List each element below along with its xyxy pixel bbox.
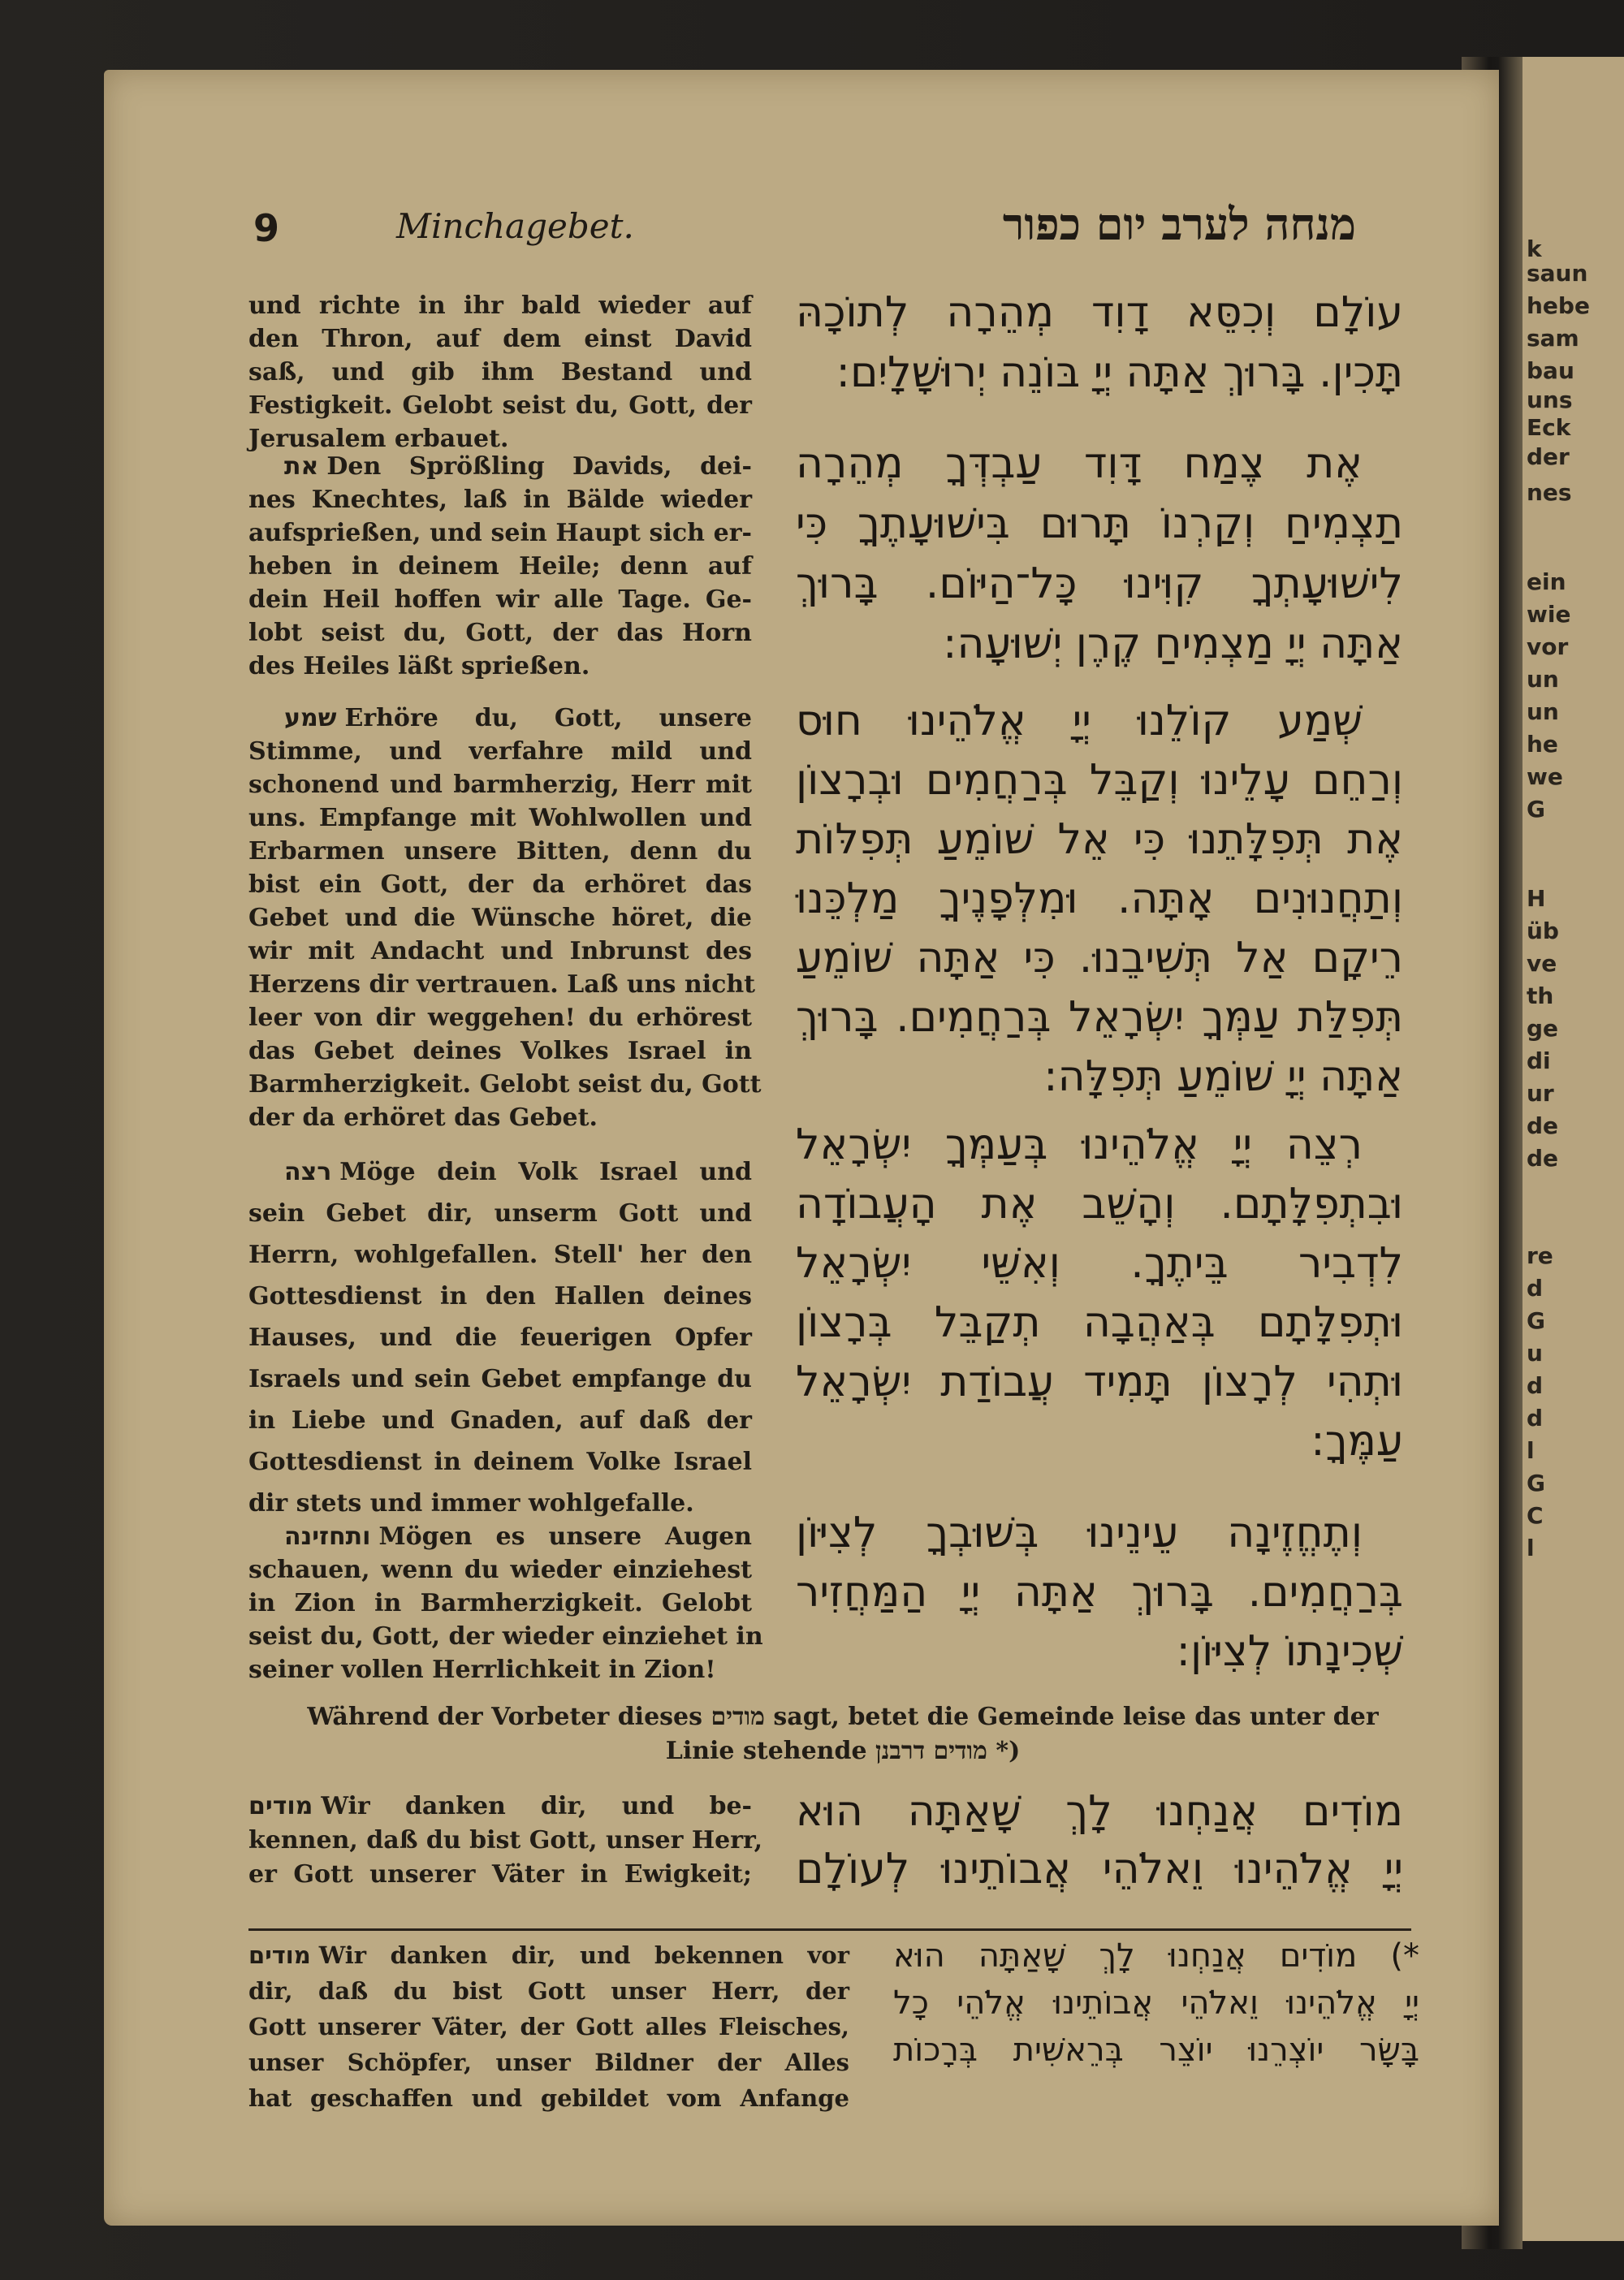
footnote-german-line-5: hat geschaffen und gebildet vom Anfange bbox=[248, 2084, 849, 2112]
german-line: in Liebe und Gnaden, auf daß der bbox=[248, 1406, 752, 1435]
german-line: Gottesdienst in den Hallen deines bbox=[248, 1282, 752, 1311]
facing-page-text-fragment: C bbox=[1527, 1502, 1544, 1529]
facing-page-text-fragment: G bbox=[1527, 796, 1545, 823]
hebrew-paragraph-4 bbox=[796, 1116, 1403, 1471]
hebrew-line: אֶת צֶמַח דָּוִד עַבְדְּךָ מְהֵרָה bbox=[796, 439, 1363, 488]
footnote-hebrew-line-1: *) מוֹדִים אֲנַחְנוּ לָךְ שָׁאַתָּה הוּא bbox=[893, 1937, 1419, 1975]
hebrew-incipit-marker: רצה bbox=[284, 1158, 332, 1186]
hebrew-line: בְּרַחֲמִים. בָּרוּךְ אַתָּה יְיָ הַמַּחֲזִיר bbox=[796, 1568, 1403, 1617]
hebrew-incipit-marker: שמע bbox=[284, 704, 337, 732]
german-paragraph-2 bbox=[248, 450, 752, 683]
german-line: Stimme, und verfahre mild und bbox=[248, 737, 752, 766]
footnote-german-line-4: unser Schöpfer, unser Bildner der Alles bbox=[248, 2049, 849, 2076]
german-line: Herzens dir vertrauen. Laß uns nicht bbox=[248, 970, 756, 999]
modim-german-line-2: kennen, daß du bist Gott, unser Herr, bbox=[248, 1826, 763, 1855]
hebrew-line: וְתַחֲנוּנִים אָתָּה. וּמִלְּפָנֶיךָ מַלְכֵּנוּ bbox=[796, 874, 1403, 923]
german-line: seiner vollen Herrlichkeit in Zion! bbox=[248, 1656, 716, 1684]
facing-page-text-fragment: d bbox=[1527, 1275, 1544, 1302]
facing-page-text-fragment: d bbox=[1527, 1372, 1544, 1399]
german-paragraph-1 bbox=[248, 289, 752, 456]
hebrew-line: שְׁכִינָתוֹ לְצִיּוֹן: bbox=[1176, 1627, 1403, 1676]
german-line: nes Knechtes, laß in Bälde wieder bbox=[248, 486, 752, 514]
facing-page-text-fragment: un bbox=[1527, 698, 1559, 725]
footnote-hebrew-line-2: יְיָ אֱלֹהֵינוּ וֵאלֹהֵי אֲבוֹתֵינוּ אֱלֹהֵי כָל bbox=[893, 1984, 1419, 2022]
german-line: dein Heil hoffen wir alle Tage. Ge- bbox=[248, 585, 752, 614]
hebrew-line: תַצְמִיחַ וְקַרְנוֹ תָּרוּם בִּישׁוּעָתֶךָ כִּי bbox=[796, 499, 1403, 548]
facing-page-text-fragment: un bbox=[1527, 666, 1559, 693]
facing-page-text-fragment: wie bbox=[1527, 601, 1571, 628]
facing-page-text-fragment: der bbox=[1527, 443, 1570, 470]
facing-page-text-fragment: üb bbox=[1527, 918, 1559, 944]
facing-page-text-fragment: u bbox=[1527, 1340, 1543, 1367]
facing-page-text-fragment: he bbox=[1527, 731, 1558, 758]
footnote-divider bbox=[248, 1928, 1411, 1931]
german-line: in Zion in Barmherzigkeit. Gelobt bbox=[248, 1589, 752, 1617]
hebrew-line: תְּפִלַּת עַמְּךָ יִשְׂרָאֵל בְּרַחֲמִים. בָּרוּךְ bbox=[796, 993, 1403, 1042]
hebrew-line: לִישׁוּעָתְךָ קִוִּינוּ כָּל־הַיּוֹם. בָּרוּךְ bbox=[796, 559, 1403, 608]
german-line: heben in deinem Heile; denn auf bbox=[248, 552, 752, 581]
german-line: sein Gebet dir, unserm Gott und bbox=[248, 1199, 752, 1228]
hebrew-paragraph-5 bbox=[796, 1504, 1403, 1682]
facing-page-text-fragment: G bbox=[1527, 1470, 1545, 1496]
hebrew-line: תָּכִין. בָּרוּךְ אַתָּה יְיָ בּוֹנֵה יְרוּשָׁלָיִם: bbox=[836, 348, 1403, 397]
german-line: saß, und gib ihm Bestand und bbox=[248, 358, 752, 386]
german-line: den Thron, auf dem einst David bbox=[248, 325, 752, 353]
modim-hebrew-line-2: יְיָ אֱלֹהֵינוּ וֵאלֹהֵי אֲבוֹתֵינוּ לְעוֹלָם bbox=[796, 1845, 1403, 1894]
facing-page-text-fragment: d bbox=[1527, 1405, 1544, 1431]
hebrew-line: וְרַחֵם עָלֵינוּ וְקַבֵּל בְּרַחֲמִים וּבְרָצוֹן bbox=[796, 756, 1403, 805]
hebrew-line: וּתְפִלָּתָם בְּאַהֲבָה תְקַבֵּל בְּרָצוֹן bbox=[796, 1298, 1403, 1347]
german-line: uns. Empfange mit Wohlwollen und bbox=[248, 804, 752, 832]
facing-page bbox=[1512, 57, 1624, 2241]
german-line: bist ein Gott, der da erhöret das bbox=[248, 870, 752, 899]
german-line: der da erhöret das Gebet. bbox=[248, 1103, 598, 1132]
facing-page-text-fragment: hebe bbox=[1527, 292, 1590, 319]
running-title-hebrew: מנחה לערב יום כפור bbox=[1002, 198, 1356, 250]
hebrew-line: וְתֶחֱזֶינָה עֵינֵינוּ בְּשׁוּבְךָ לְצִיּוֹן bbox=[796, 1509, 1363, 1557]
facing-page-text-fragment: Eck bbox=[1527, 414, 1571, 441]
german-line: Erbarmen unsere Bitten, denn du bbox=[248, 837, 752, 866]
footnote-german-line-1: מודים Wir danken dir, und bekennen vor bbox=[248, 1941, 849, 1969]
facing-page-text-fragment: ur bbox=[1527, 1080, 1554, 1107]
hebrew-line: עַמֶּךָ: bbox=[1311, 1417, 1403, 1466]
hebrew-paragraph-1 bbox=[796, 283, 1403, 403]
german-line: Gottesdienst in deinem Volke Israel bbox=[248, 1448, 752, 1476]
german-line: Hauses, und die feuerigen Opfer bbox=[248, 1324, 752, 1352]
facing-page-text-fragment: de bbox=[1527, 1112, 1559, 1139]
german-line: ותחזינה Mögen es unsere Augen bbox=[284, 1522, 752, 1551]
german-line: Festigkeit. Gelobt seist du, Gott, der bbox=[248, 391, 752, 420]
modim-german-lead: מודים bbox=[248, 1792, 313, 1820]
german-line: wir mit Andacht und Inbrunst des bbox=[248, 937, 752, 965]
german-line: Barmherzigkeit. Gelobt seist du, Gott bbox=[248, 1070, 762, 1099]
footnote-hebrew bbox=[893, 1932, 1419, 2074]
facing-page-text-fragment: k bbox=[1527, 235, 1542, 262]
german-line: seist du, Gott, der wieder einziehet in bbox=[248, 1622, 763, 1651]
german-line: רצה Möge dein Volk Israel und bbox=[284, 1158, 752, 1186]
facing-page-text-fragment: nes bbox=[1527, 479, 1572, 506]
modim-german-line-3: er Gott unserer Väter in Ewigkeit; bbox=[248, 1860, 752, 1889]
running-title-german: Minchagebet. bbox=[396, 206, 634, 246]
footnote-german-lead: מודים bbox=[248, 1941, 311, 1969]
hebrew-incipit-marker: את bbox=[284, 452, 319, 481]
facing-page-text-fragment: saun bbox=[1527, 260, 1588, 287]
facing-page-text-fragment: l bbox=[1527, 1437, 1535, 1464]
facing-page-text-fragment: ve bbox=[1527, 950, 1557, 977]
facing-page-text-fragment: re bbox=[1527, 1242, 1553, 1269]
facing-page-text-fragment: th bbox=[1527, 982, 1554, 1009]
hebrew-line: אֶת תְּפִלָּתֵנוּ כִּי אֵל שׁוֹמֵעַ תְּפִלּוֹת bbox=[796, 815, 1403, 864]
footnote-hebrew-line-3: בָּשָׂר יוֹצְרֵנוּ יוֹצֵר בְּרֵאשִׁית בְּרָכוֹת bbox=[893, 2032, 1419, 2069]
german-line: schonend und barmherzig, Herr mit bbox=[248, 771, 752, 799]
page-number: 9 bbox=[253, 206, 280, 250]
hebrew-line: אַתָּה יְיָ שׁוֹמֵעַ תְּפִלָּה: bbox=[1043, 1052, 1403, 1101]
facing-page-text-fragment: vor bbox=[1527, 633, 1569, 660]
footnote-german bbox=[248, 1937, 849, 2116]
facing-page-text-fragment: uns bbox=[1527, 386, 1573, 413]
german-line: Israels und sein Gebet empfange du bbox=[248, 1365, 752, 1393]
german-paragraph-4 bbox=[248, 1151, 752, 1524]
german-line: das Gebet deines Volkes Israel in bbox=[248, 1037, 752, 1065]
hebrew-line: וּבִתְפִלָּתָם. וְהָשֵׁב אֶת הָעֲבוֹדָה bbox=[796, 1180, 1403, 1229]
hebrew-line: רְצֵה יְיָ אֱלֹהֵינוּ בְּעַמְּךָ יִשְׂרָאֵל bbox=[796, 1121, 1363, 1169]
footnote-german-line-3: Gott unserer Väter, der Gott alles Fleisches, bbox=[248, 2013, 849, 2040]
german-line: schauen, wenn du wieder einziehest bbox=[248, 1556, 752, 1584]
facing-page-text-fragment: ge bbox=[1527, 1015, 1559, 1042]
footnote-german-line-2: dir, daß du bist Gott unser Herr, der bbox=[248, 1977, 849, 2005]
german-line: Herrn, wohlgefallen. Stell' her den bbox=[248, 1241, 752, 1269]
german-line: Jerusalem erbauet. bbox=[248, 425, 509, 453]
facing-page-text-fragment: de bbox=[1527, 1145, 1559, 1172]
hebrew-line: רֵיקָם אַל תְּשִׁיבֵנוּ. כִּי אַתָּה שׁוֹמֵעַ bbox=[796, 934, 1403, 982]
german-line: lobt seist du, Gott, der das Horn bbox=[248, 619, 752, 647]
facing-page-text-fragment: we bbox=[1527, 763, 1563, 790]
facing-page-text-fragment: di bbox=[1527, 1047, 1551, 1074]
german-paragraph-3 bbox=[248, 702, 762, 1134]
facing-page-text-fragment: sam bbox=[1527, 325, 1579, 352]
german-paragraph-5 bbox=[248, 1520, 763, 1686]
facing-page-text-fragment: G bbox=[1527, 1307, 1545, 1334]
hebrew-paragraph-3 bbox=[796, 692, 1403, 1107]
rubric-instruction bbox=[283, 1700, 1403, 1768]
modim-hebrew-line-1: מוֹדִים אֲנַחְנוּ לָךְ שָׁאַתָּה הוּא bbox=[796, 1787, 1403, 1836]
hebrew-line: וּתְהִי לְרָצוֹן תָּמִיד עֲבוֹדַת יִשְׂרָאֵל bbox=[796, 1358, 1403, 1406]
german-line: Gebet und die Wünsche höret, die bbox=[248, 904, 752, 932]
hebrew-line: עוֹלָם וְכִסֵּא דָוִד מְהֵרָה לְתוֹכָהּ bbox=[796, 288, 1403, 337]
german-line: und richte in ihr bald wieder auf bbox=[248, 291, 752, 320]
modim-german-line-1: מודים Wir danken dir, und be- bbox=[248, 1792, 752, 1820]
german-line: dir stets und immer wohlgefalle. bbox=[248, 1489, 694, 1518]
german-line: שמע Erhöre du, Gott, unsere bbox=[284, 704, 752, 732]
hebrew-line: שְׁמַע קוֹלֵנוּ יְיָ אֱלֹהֵינוּ חוּס bbox=[796, 697, 1363, 745]
facing-page-text-fragment: ein bbox=[1527, 568, 1566, 595]
german-line: leer von dir weggehen! du erhörest bbox=[248, 1004, 752, 1032]
german-line: aufsprießen, und sein Haupt sich er- bbox=[248, 519, 752, 547]
hebrew-paragraph-2 bbox=[796, 434, 1403, 674]
modim-german bbox=[248, 1790, 763, 1892]
hebrew-incipit-marker: ותחזינה bbox=[284, 1522, 371, 1551]
rubric-line-1: Während der Vorbeter dieses מודים sagt, betet die Gemeinde leise das unter der bbox=[307, 1703, 1379, 1731]
rubric-line-2: Linie stehende מודים דרבנן *) bbox=[665, 1737, 1021, 1765]
facing-page-text-fragment: bau bbox=[1527, 357, 1574, 384]
modim-hebrew bbox=[796, 1783, 1403, 1898]
facing-page-text-fragment: l bbox=[1527, 1535, 1535, 1561]
facing-page-text-fragment: H bbox=[1527, 885, 1546, 912]
hebrew-line: אַתָּה יְיָ מַצְמִיחַ קֶרֶן יְשׁוּעָה: bbox=[943, 620, 1403, 668]
hebrew-line: לִדְבִיר בֵּיתֶךָ. וְאִשֵּׁי יִשְׂרָאֵל bbox=[796, 1239, 1403, 1288]
german-line: את Den Sprößling Davids, dei- bbox=[284, 452, 752, 481]
german-line: des Heiles läßt sprießen. bbox=[248, 652, 590, 680]
